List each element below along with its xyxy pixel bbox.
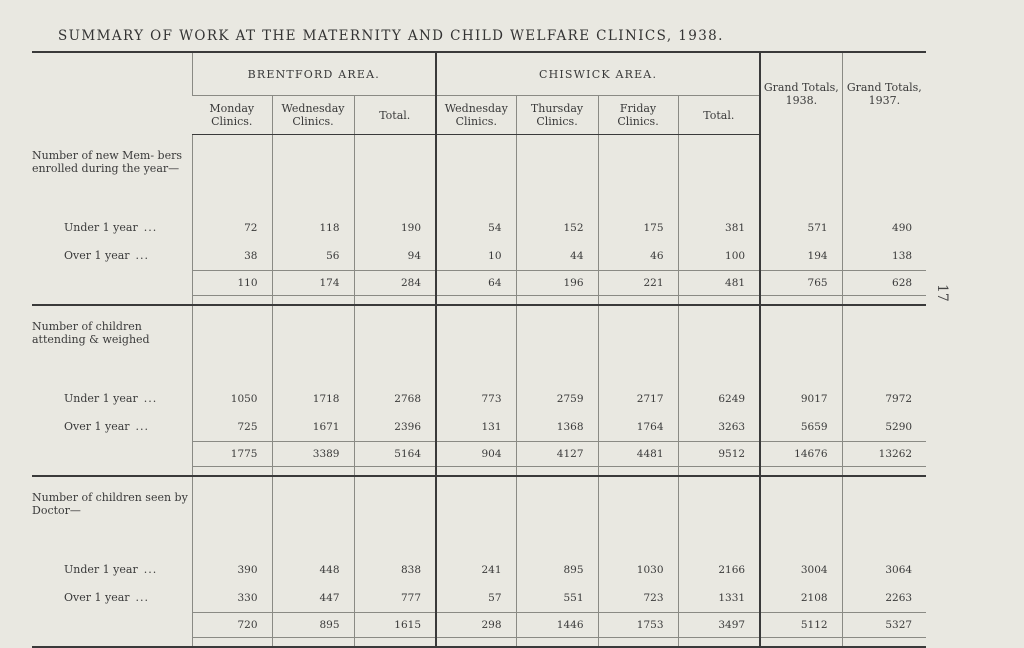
separator-cell [516, 466, 598, 476]
value-cell: 390 [192, 556, 272, 584]
value-cell: 5659 [760, 413, 842, 442]
value-cell: 7972 [842, 385, 926, 413]
value-cell: 2166 [678, 556, 760, 584]
separator-cell [598, 466, 678, 476]
value-cell: 46 [598, 242, 678, 271]
empty-cell [192, 476, 272, 556]
section-heading: Number of children seen by Doctor— [32, 490, 188, 517]
empty-cell [678, 476, 760, 556]
section-heading: Number of children attending & weighed [32, 319, 150, 346]
value-cell: 10 [436, 242, 516, 271]
total-cell: 174 [272, 270, 354, 295]
leader-dots: ... [135, 420, 150, 434]
value-cell: 100 [678, 242, 760, 271]
value-cell: 1764 [598, 413, 678, 442]
value-cell: 94 [354, 242, 436, 271]
total-cell: 3497 [678, 612, 760, 637]
value-cell: 2759 [516, 385, 598, 413]
value-cell: 2768 [354, 385, 436, 413]
value-cell: 723 [598, 584, 678, 613]
chiswick-area-header: CHISWICK AREA. [436, 52, 760, 96]
total-cell: 196 [516, 270, 598, 295]
value-cell: 1331 [678, 584, 760, 613]
separator-cell [436, 637, 516, 647]
empty-cell [192, 135, 272, 214]
value-cell: 1718 [272, 385, 354, 413]
separator-cell [436, 295, 516, 305]
separator-cell [32, 637, 192, 647]
total-cell: 64 [436, 270, 516, 295]
table-row [32, 413, 926, 442]
empty-cell [598, 305, 678, 385]
total-cell: 5164 [354, 441, 436, 466]
table-row [32, 385, 926, 413]
col-monday-clinics: Monday Clinics. [192, 96, 272, 135]
separator-cell [842, 295, 926, 305]
row-label-cell [32, 385, 192, 413]
separator-cell [192, 637, 272, 647]
total-cell: 284 [354, 270, 436, 295]
empty-cell [598, 135, 678, 214]
value-cell: 175 [598, 214, 678, 242]
total-cell: 9512 [678, 441, 760, 466]
value-cell: 1368 [516, 413, 598, 442]
grand-totals-1938-header: Grand Totals, 1938. [760, 52, 842, 135]
separator-cell [272, 466, 354, 476]
total-cell: 4481 [598, 441, 678, 466]
empty-cell [32, 441, 192, 466]
empty-cell [678, 305, 760, 385]
separator-cell [842, 466, 926, 476]
separator-cell [678, 637, 760, 647]
total-cell: 298 [436, 612, 516, 637]
separator-cell [436, 466, 516, 476]
row-label: Under 1 year [64, 392, 138, 405]
section-separator [32, 295, 926, 305]
value-cell: 3064 [842, 556, 926, 584]
value-cell: 241 [436, 556, 516, 584]
value-cell: 777 [354, 584, 436, 613]
value-cell: 773 [436, 385, 516, 413]
total-cell: 1753 [598, 612, 678, 637]
total-cell: 13262 [842, 441, 926, 466]
separator-cell [598, 637, 678, 647]
separator-cell [32, 295, 192, 305]
value-cell: 1671 [272, 413, 354, 442]
separator-cell [192, 466, 272, 476]
empty-cell [760, 135, 842, 214]
value-cell: 6249 [678, 385, 760, 413]
value-cell: 447 [272, 584, 354, 613]
value-cell: 3263 [678, 413, 760, 442]
row-label-cell [32, 556, 192, 584]
total-cell: 3389 [272, 441, 354, 466]
leader-dots: ... [135, 591, 150, 605]
empty-cell [598, 476, 678, 556]
separator-cell [842, 637, 926, 647]
col-wednesday-clinics-brentford: Wednesday Clinics. [272, 96, 354, 135]
value-cell: 381 [678, 214, 760, 242]
empty-cell [842, 476, 926, 556]
row-label-cell [32, 214, 192, 242]
table-row [32, 214, 926, 242]
page-number: 17 [934, 284, 950, 302]
separator-cell [760, 466, 842, 476]
value-cell: 56 [272, 242, 354, 271]
value-cell: 838 [354, 556, 436, 584]
total-cell: 1446 [516, 612, 598, 637]
section-heading-row [32, 305, 926, 385]
leader-dots: ... [143, 563, 158, 576]
empty-cell [192, 305, 272, 385]
separator-cell [354, 637, 436, 647]
total-cell: 221 [598, 270, 678, 295]
value-cell: 448 [272, 556, 354, 584]
value-cell: 3004 [760, 556, 842, 584]
section-total-row [32, 270, 926, 295]
value-cell: 9017 [760, 385, 842, 413]
separator-cell [272, 637, 354, 647]
total-cell: 110 [192, 270, 272, 295]
total-cell: 14676 [760, 441, 842, 466]
value-cell: 330 [192, 584, 272, 613]
empty-cell [354, 305, 436, 385]
separator-cell [354, 466, 436, 476]
empty-cell [516, 305, 598, 385]
value-cell: 571 [760, 214, 842, 242]
total-cell: 1775 [192, 441, 272, 466]
leader-dots: ... [143, 392, 158, 405]
section-separator [32, 637, 926, 647]
empty-cell [436, 476, 516, 556]
empty-cell [272, 305, 354, 385]
empty-cell [354, 135, 436, 214]
stub-header [32, 52, 192, 135]
value-cell: 194 [760, 242, 842, 271]
value-cell: 118 [272, 214, 354, 242]
empty-cell [760, 305, 842, 385]
total-cell: 765 [760, 270, 842, 295]
row-label: Over 1 year [64, 420, 130, 434]
col-friday-clinics: Friday Clinics. [598, 96, 678, 135]
separator-cell [32, 466, 192, 476]
empty-cell [436, 305, 516, 385]
separator-cell [192, 295, 272, 305]
section-total-row [32, 612, 926, 637]
total-cell: 4127 [516, 441, 598, 466]
empty-cell [760, 476, 842, 556]
value-cell: 1050 [192, 385, 272, 413]
brentford-area-header: BRENTFORD AREA. [192, 52, 436, 96]
separator-cell [272, 295, 354, 305]
total-cell: 1615 [354, 612, 436, 637]
row-label: Over 1 year [64, 591, 130, 605]
value-cell: 895 [516, 556, 598, 584]
col-wednesday-clinics-chiswick: Wednesday Clinics. [436, 96, 516, 135]
value-cell: 72 [192, 214, 272, 242]
section-heading-row [32, 135, 926, 214]
value-cell: 551 [516, 584, 598, 613]
value-cell: 54 [436, 214, 516, 242]
empty-cell [516, 476, 598, 556]
empty-cell [32, 612, 192, 637]
row-label-cell [32, 413, 192, 442]
total-cell: 481 [678, 270, 760, 295]
table-row [32, 556, 926, 584]
total-cell: 720 [192, 612, 272, 637]
value-cell: 2717 [598, 385, 678, 413]
value-cell: 44 [516, 242, 598, 271]
section-heading: Number of new Mem- bers enrolled during the year— [32, 148, 183, 175]
empty-cell [842, 135, 926, 214]
col-thursday-clinics: Thursday Clinics. [516, 96, 598, 135]
table-title: SUMMARY OF WORK AT THE MATERNITY AND CHILD WELFARE CLINICS, 1938. [58, 28, 724, 44]
empty-cell [842, 305, 926, 385]
table-row [32, 584, 926, 613]
total-cell: 904 [436, 441, 516, 466]
row-label-cell [32, 584, 192, 613]
grand-totals-1937-header: Grand Totals, 1937. [842, 52, 926, 135]
empty-cell [436, 135, 516, 214]
col-brentford-total: Total. [354, 96, 436, 135]
value-cell: 5290 [842, 413, 926, 442]
empty-cell [516, 135, 598, 214]
value-cell: 131 [436, 413, 516, 442]
section-total-row [32, 441, 926, 466]
empty-cell [272, 135, 354, 214]
separator-cell [678, 295, 760, 305]
value-cell: 1030 [598, 556, 678, 584]
value-cell: 490 [842, 214, 926, 242]
separator-cell [516, 637, 598, 647]
table-body [32, 135, 926, 647]
separator-cell [760, 637, 842, 647]
row-label: Under 1 year [64, 563, 138, 576]
empty-cell [354, 476, 436, 556]
table-row [32, 242, 926, 271]
value-cell: 190 [354, 214, 436, 242]
value-cell: 38 [192, 242, 272, 271]
separator-cell [598, 295, 678, 305]
separator-cell [760, 295, 842, 305]
value-cell: 2263 [842, 584, 926, 613]
value-cell: 138 [842, 242, 926, 271]
total-cell: 628 [842, 270, 926, 295]
row-label: Over 1 year [64, 249, 130, 263]
leader-dots: ... [143, 221, 158, 234]
separator-cell [678, 466, 760, 476]
value-cell: 725 [192, 413, 272, 442]
section-separator [32, 466, 926, 476]
section-heading-row [32, 476, 926, 556]
summary-table [32, 51, 926, 648]
empty-cell [272, 476, 354, 556]
empty-cell [678, 135, 760, 214]
value-cell: 152 [516, 214, 598, 242]
separator-cell [516, 295, 598, 305]
total-cell: 5327 [842, 612, 926, 637]
empty-cell [32, 270, 192, 295]
col-chiswick-total: Total. [678, 96, 760, 135]
separator-cell [354, 295, 436, 305]
value-cell: 2396 [354, 413, 436, 442]
value-cell: 57 [436, 584, 516, 613]
total-cell: 5112 [760, 612, 842, 637]
leader-dots: ... [135, 249, 150, 263]
row-label-cell [32, 242, 192, 271]
total-cell: 895 [272, 612, 354, 637]
value-cell: 2108 [760, 584, 842, 613]
row-label: Under 1 year [64, 221, 138, 234]
